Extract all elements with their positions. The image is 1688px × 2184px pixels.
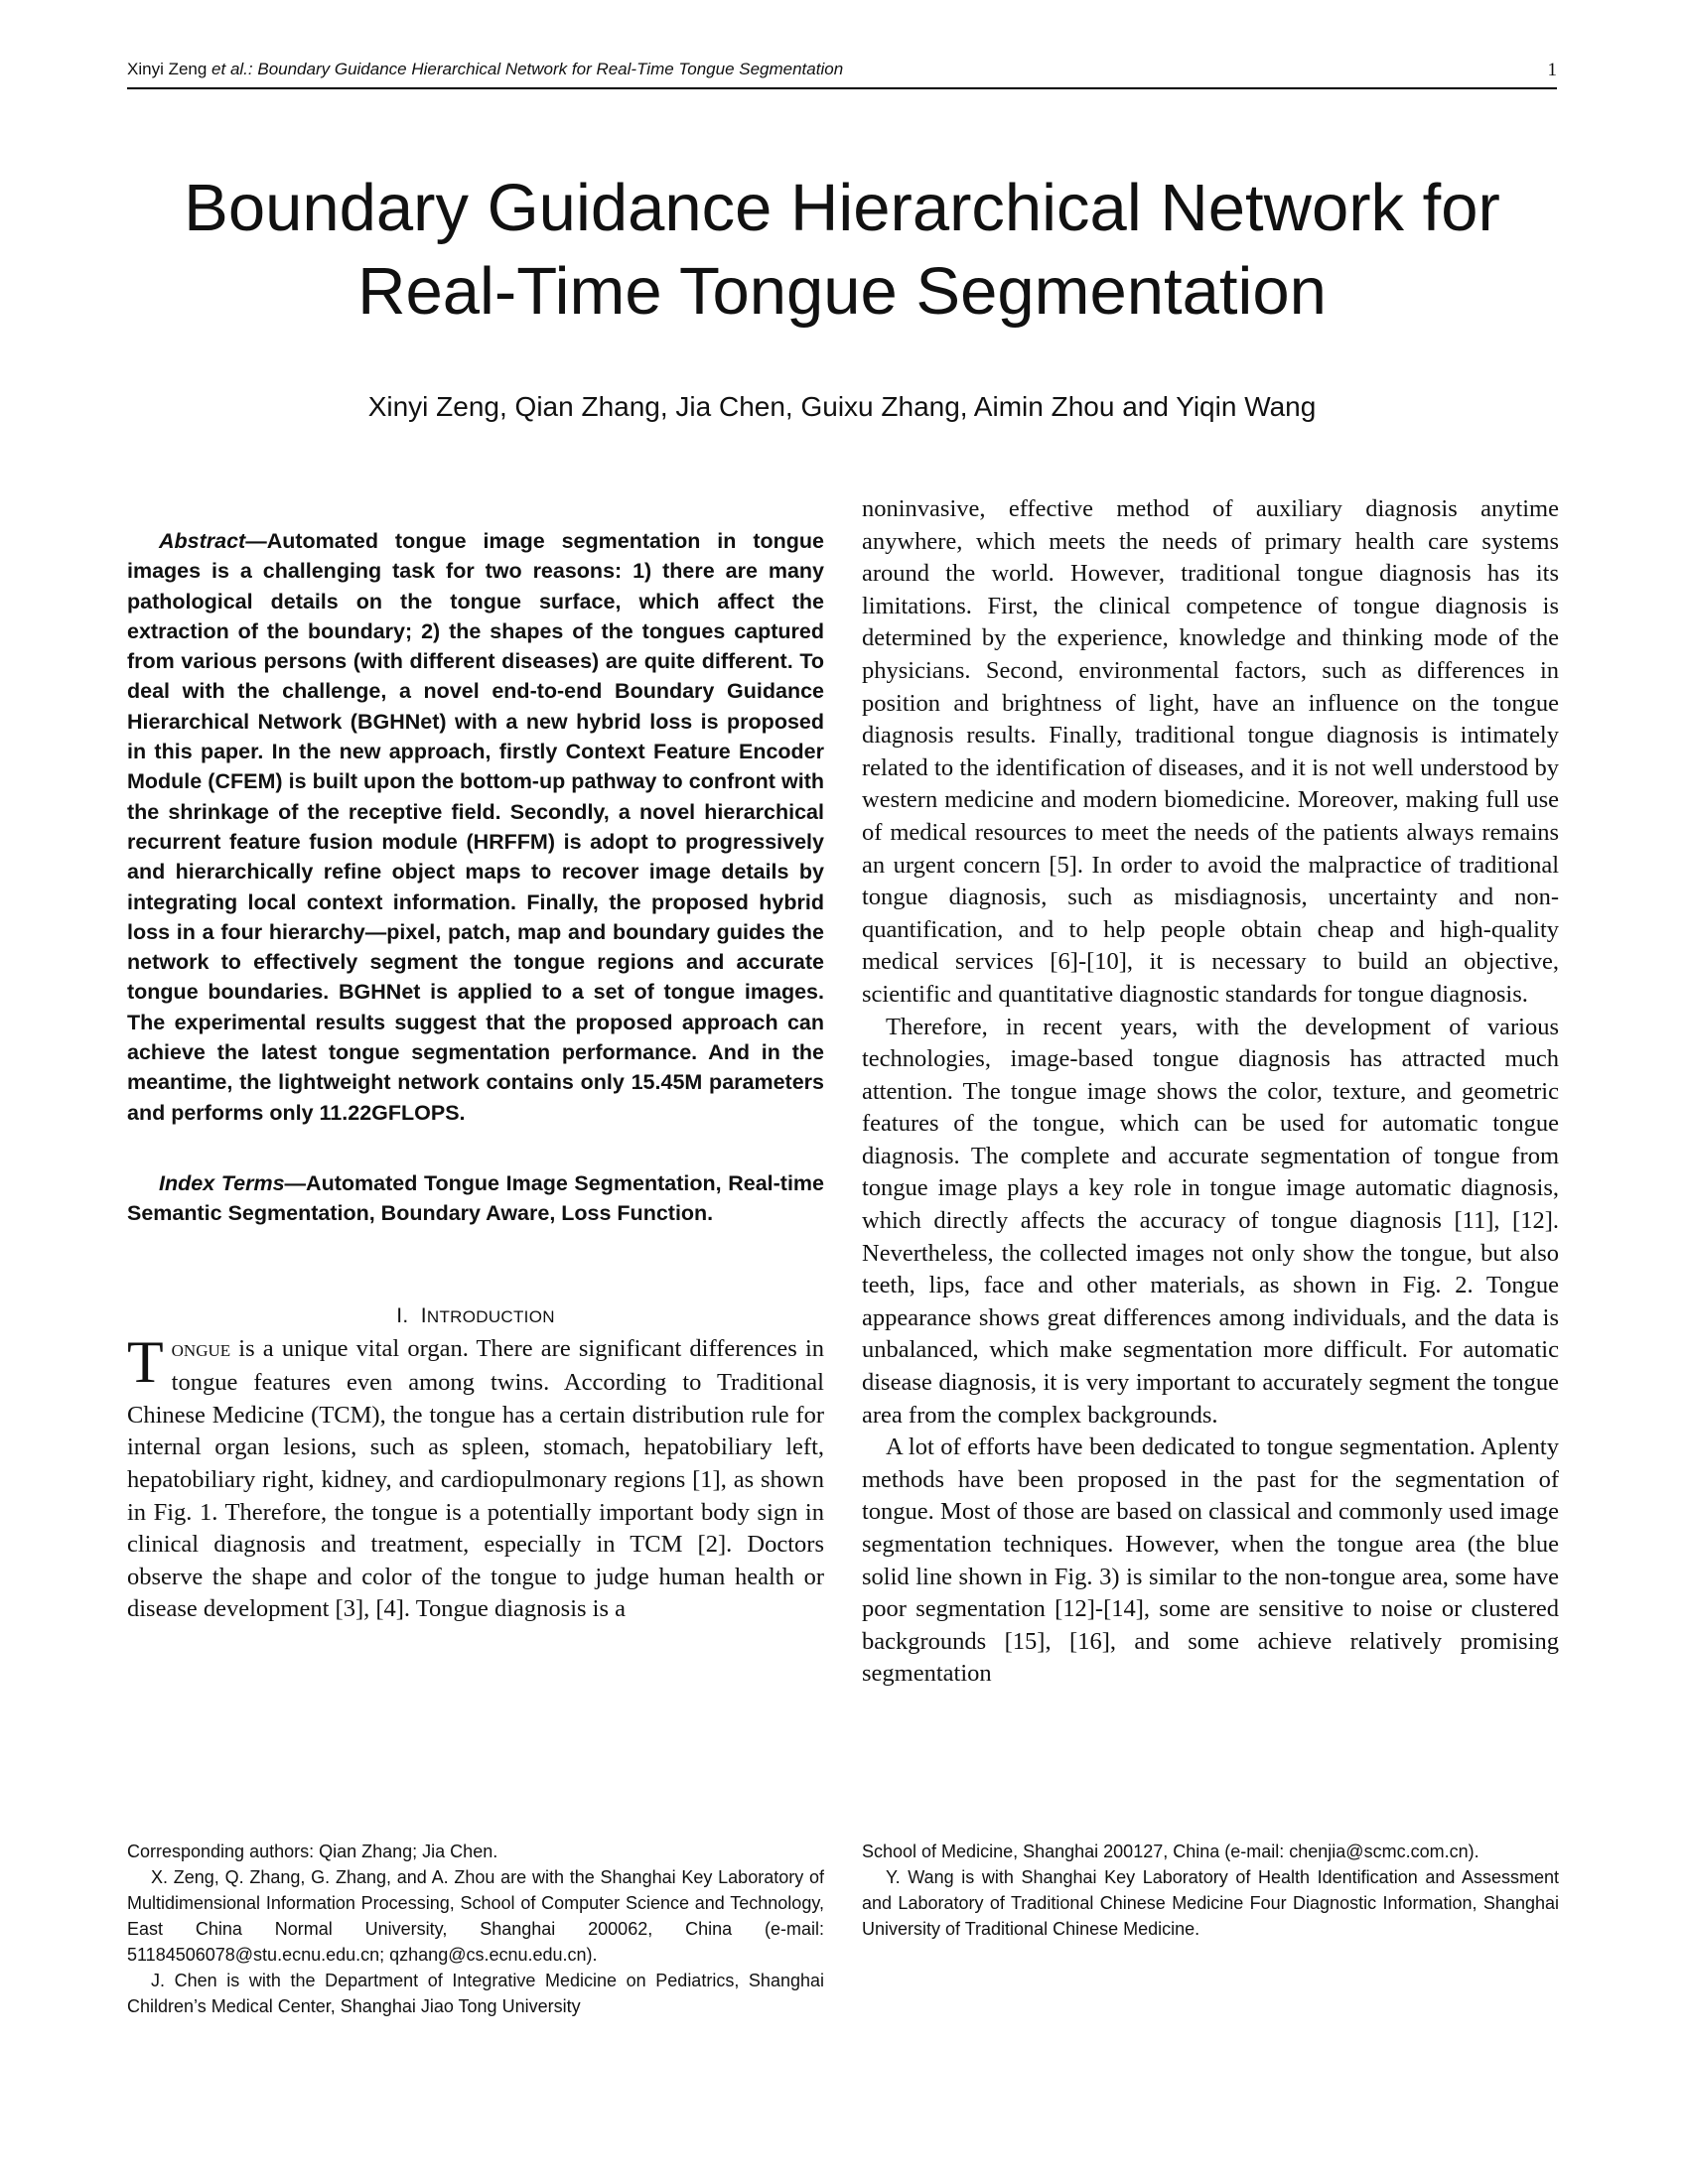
index-terms: Index Terms—Automated Tongue Image Segmentation, Real-time Semantic Segmentation, Boundary Aware, Loss Function. — [127, 1170, 824, 1226]
right-column — [862, 493, 1559, 1691]
abstract: Abstract—Automated tongue image segmentation in tongue images is a challenging task for two reasons: 1) there are many pathological details on the tongue surface, which affect the extraction of the boundary; 2) the shapes of the tongues captured from various persons (with different diseases) are quite different. To deal with the challenge, a novel end-to-end Boundary Guidance Hierarchical Network (BGHNet) with a new hybrid loss is proposed in this paper. In the new approach, firstly Context Feature Encoder Module (CFEM) is built upon the bottom-up pathway to confront with the shrinkage of the receptive field. Secondly, a novel hierarchical recurrent feature fusion module (HRFFM) is adopt to progressively and hierarchically refine object maps to recover image details by integrating local context information. Finally, the proposed hybrid loss in a four hierarchy—pixel, patch, map and boundary guides the network to effectively segment the tongue regions and accurate tongue boundaries. BGHNet is applied to a set of tongue images. The experimental results suggest that the proposed approach can achieve the latest tongue segmentation performance. And in the meantime, the lightweight network contains only 15.45M parameters and performs only 11.22GFLOPS. — [127, 529, 824, 1125]
title-line-2: Real-Time Tongue Segmentation — [357, 254, 1327, 329]
title-line-1: Boundary Guidance Hierarchical Network for — [184, 171, 1500, 245]
running-header — [127, 58, 1557, 89]
footnotes-right — [862, 1839, 1559, 1942]
author-list: Xinyi Zeng, Qian Zhang, Jia Chen, Guixu Zhang, Aimin Zhou and Yiqin Wang — [367, 391, 1317, 422]
footnote-corresponding: Corresponding authors: Qian Zhang; Jia Chen. — [127, 1842, 498, 1861]
page-number: 1 — [1547, 60, 1557, 80]
intro-paragraph-1-continued: noninvasive, effective method of auxiliary diagnosis anytime anywhere, which meets the needs of primary health care systems around the world. However, traditional tongue diagnosis has its limitations. First, the clinical competence of tongue diagnosis is determined by the experience, knowledge and thinking mode of the physicians. Second, environmental factors, such as differences in position and brightness of light, have an influence on the tongue diagnosis results. Finally, traditional tongue diagnosis is intimately related to the identification of diseases, and it is not well understood by western medicine and modern biomedicine. Moreover, making full use of medical resources to meet the needs of the patients always remains an urgent concern [5]. In order to avoid the malpractice of traditional tongue diagnosis, such as misdiagnosis, uncertainty and non-quantification, and to help people obtain cheap and high-quality medical services [6]-[10], it is necessary to build an objective, scientific and quantitative diagnostic standards for tongue diagnosis. — [862, 495, 1559, 1008]
footnote-affiliation-2: J. Chen is with the Department of Integrative Medicine on Pediatrics, Shanghai Children’s Medical Center, Shanghai Jiao Tong University — [127, 1971, 824, 2016]
running-title: Xinyi Zeng et al.: Boundary Guidance Hierarchical Network for Real-Time Tongue Segmentation — [127, 60, 844, 78]
paper-title — [127, 167, 1557, 334]
intro-paragraph-2: Therefore, in recent years, with the development of various technologies, image-based tongue diagnosis has attracted much attention. The tongue image shows the color, texture, and geometric features of the tongue, which can be used for automatic tongue diagnosis. The complete and accurate segmentation of tongue from tongue image plays a key role in tongue image automatic diagnosis, which directly affects the accuracy of tongue diagnosis [11], [12]. Nevertheless, the collected images not only show the tongue, but also teeth, lips, face and other materials, as shown in Fig. 2. Tongue appearance shows great differences among individuals, and the data is unbalanced, which make segmentation more difficult. For automatic disease diagnosis, it is very important to accurately segment the tongue area from the complex backgrounds. — [862, 1013, 1559, 1429]
section-heading-introduction: I. INTRODUCTION — [396, 1303, 555, 1327]
drop-cap: T — [127, 1328, 164, 1395]
first-word-smallcaps: ONGUE — [171, 1340, 231, 1360]
intro-paragraph-3: A lot of efforts have been dedicated to tongue segmentation. Aplenty methods have been proposed in the past for the segmentation of tongue. Most of those are based on classical and commonly used image segmentation techniques. However, when the tongue area (the blue solid line shown in Fig. 3) is similar to the non-tongue area, some have poor segmentation [12]-[14], some are sensitive to noise or clustered backgrounds [15], [16], and some achieve relatively promising segmentation — [862, 1433, 1559, 1688]
intro-paragraph-1: TONGUE is a unique vital organ. There are significant differences in tongue features even among twins. According to Traditional Chinese Medicine (TCM), the tongue has a certain distribution rule for internal organ lesions, such as spleen, stomach, hepatobiliary left, hepatobiliary right, kidney, and cardiopulmonary regions [1], as shown in Fig. 1. Therefore, the tongue is a potentially important body sign in clinical diagnosis and treatment, especially in TCM [2]. Doctors observe the shape and color of the tongue to judge human health or disease development [3], [4]. Tongue diagnosis is a — [127, 1328, 824, 1623]
footnote-affiliation-1: X. Zeng, Q. Zhang, G. Zhang, and A. Zhou are with the Shanghai Key Laboratory of Multidimensional Information Processing, School of Computer Science and Technology, East China Normal University, Shanghai 200062, China (e-mail: 51184506078@stu.ecnu.edu.cn; qzhang@cs.ecnu.edu.cn). — [127, 1867, 824, 1965]
left-column — [127, 526, 824, 1626]
footnotes-left — [127, 1839, 824, 2019]
footnote-affiliation-2-continued: School of Medicine, Shanghai 200127, China (e-mail: chenjia@scmc.com.cn). — [862, 1842, 1479, 1861]
footnote-affiliation-3: Y. Wang is with Shanghai Key Laboratory of Health Identification and Assessment and Laboratory of Traditional Chinese Medicine Four Diagnostic Information, Shanghai University of Traditional Chinese Medicine. — [862, 1867, 1559, 1939]
